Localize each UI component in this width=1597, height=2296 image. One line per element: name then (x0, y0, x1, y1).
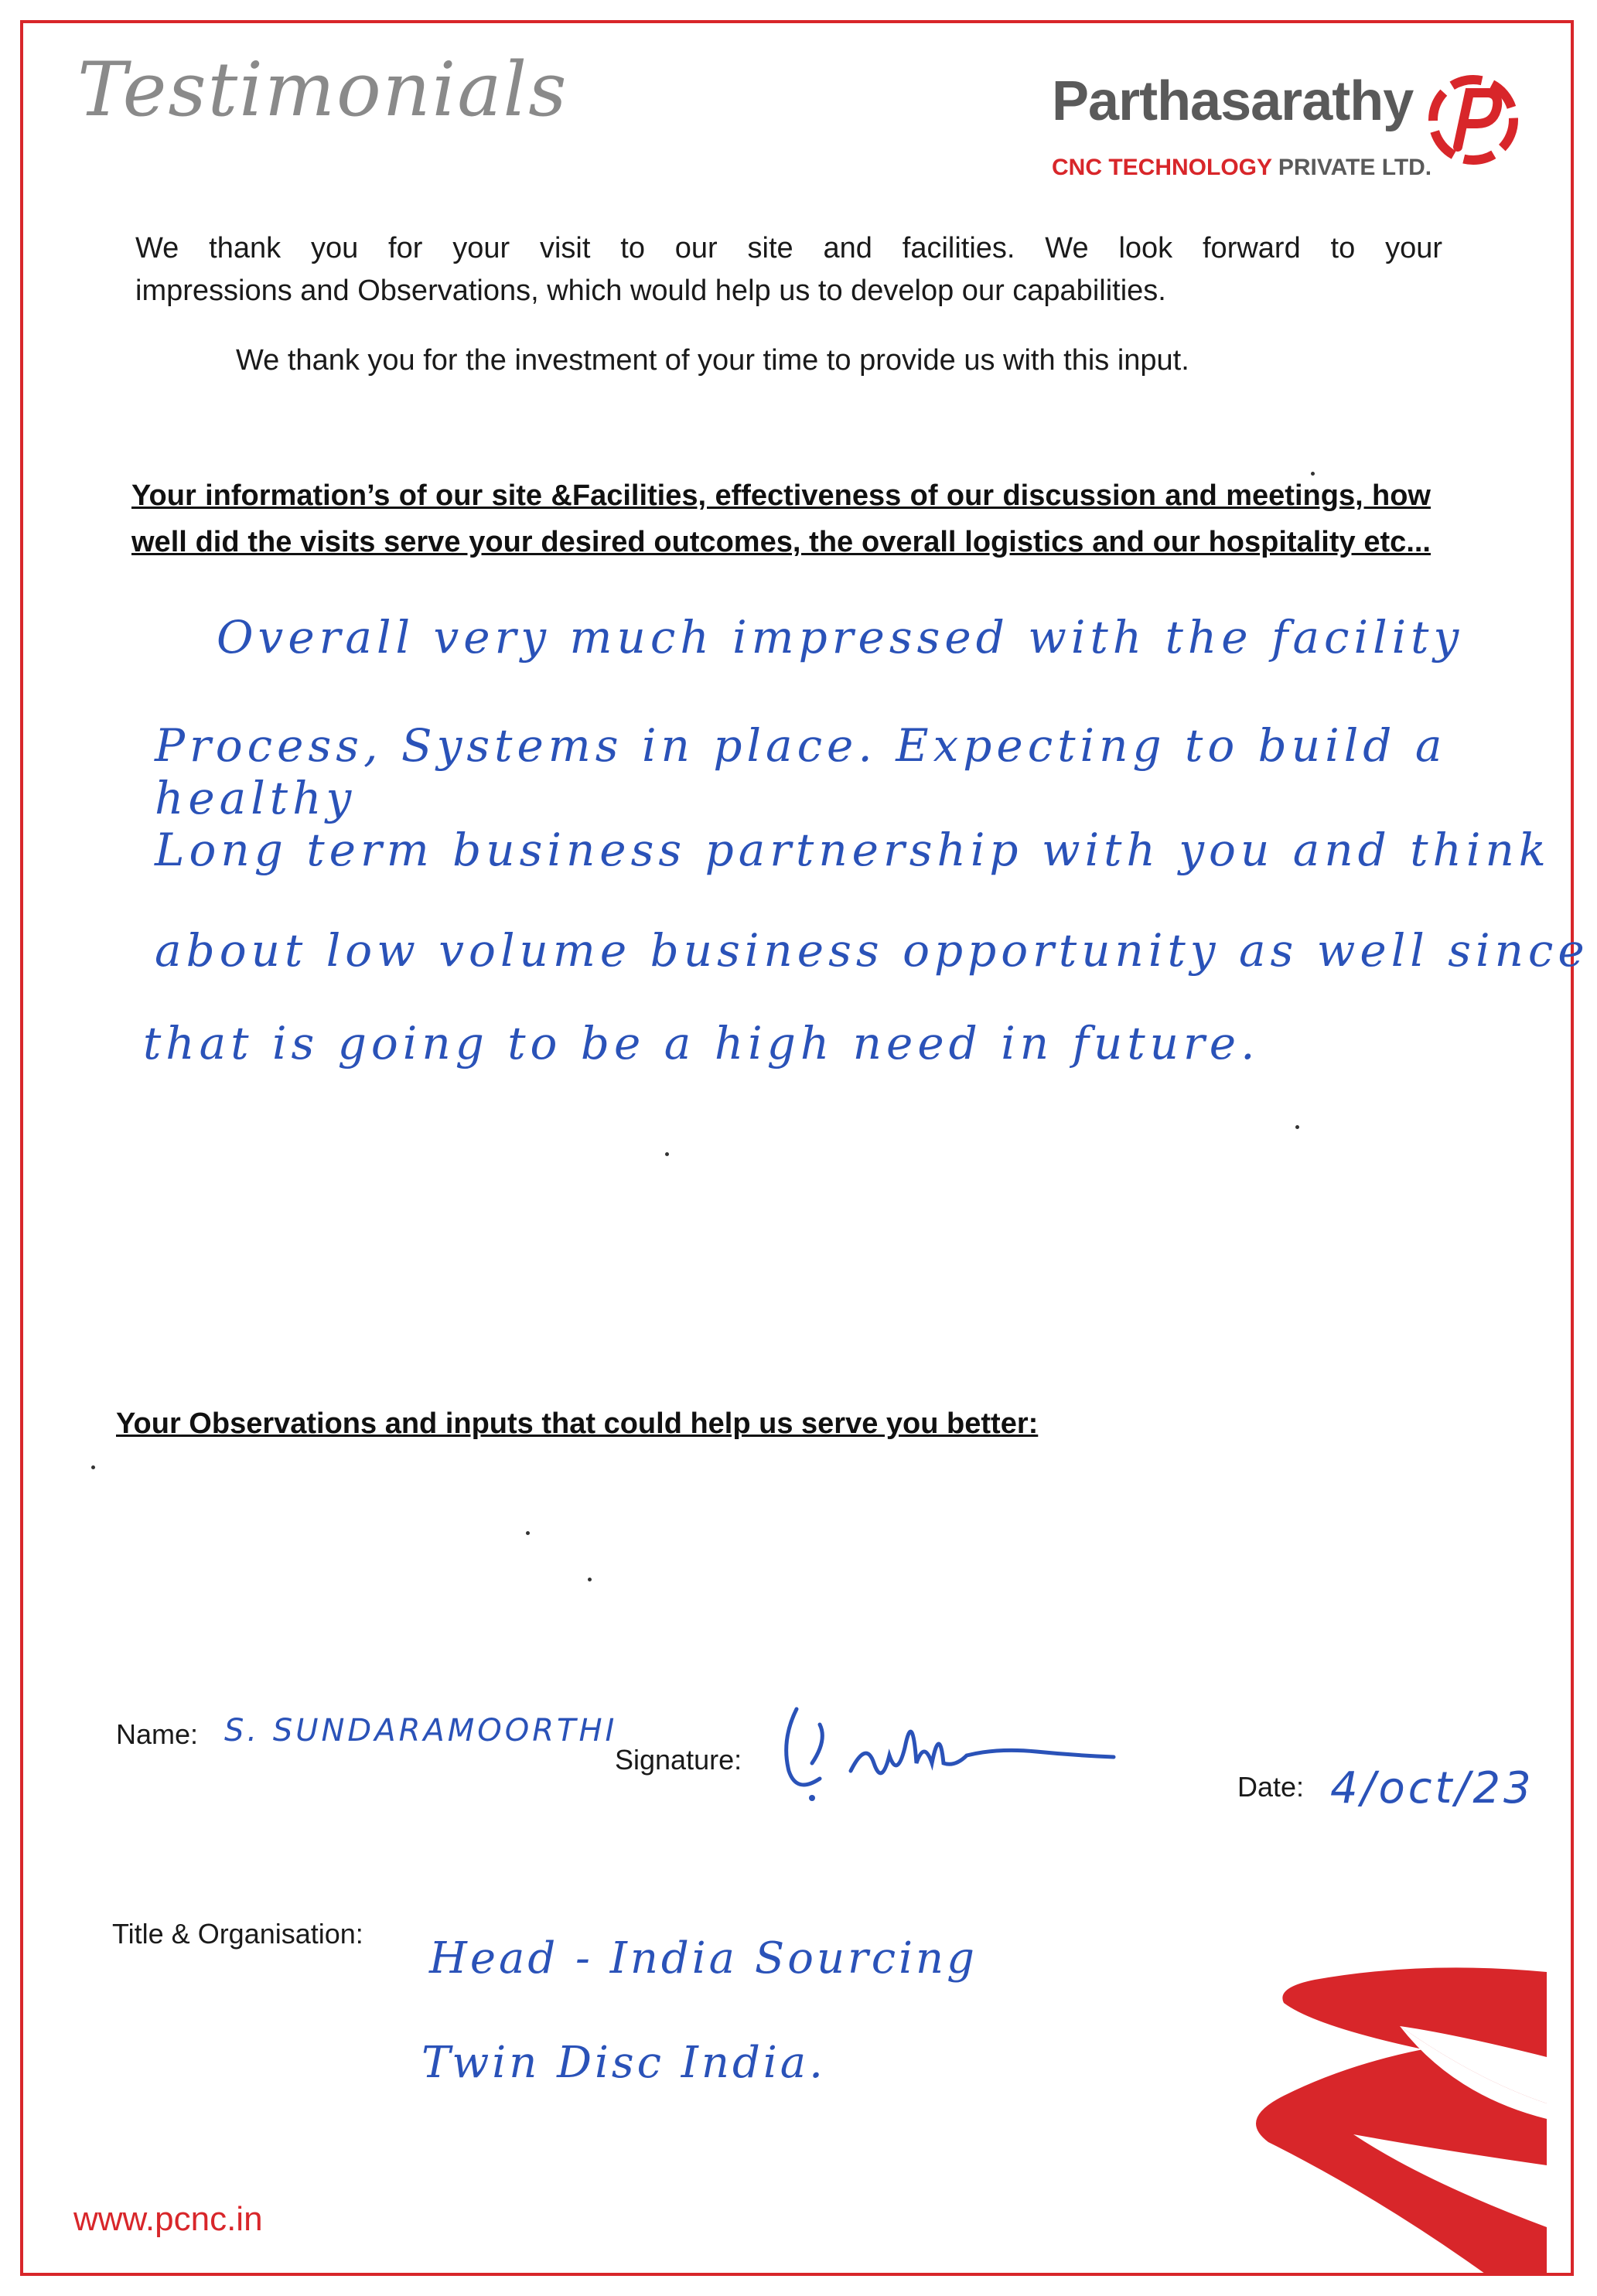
title-value: Head - India Sourcing (429, 1933, 978, 1984)
signature-image (766, 1694, 1129, 1817)
signature-label: Signature: (615, 1744, 742, 1776)
scan-speck (91, 1465, 95, 1469)
decorative-swoosh (1222, 1964, 1562, 2274)
section2-heading: Your Observations and inputs that could help us serve you better: (116, 1407, 1039, 1440)
website-link[interactable]: www.pcnc.in (73, 2200, 263, 2238)
page-title: Testimonials (77, 46, 568, 133)
section1-heading-line-1: Your information’s of our site &Facilities, effectiveness of our discussion and meetings, how (131, 479, 1431, 512)
scan-speck (526, 1531, 530, 1535)
logo-emblem-icon (1423, 62, 1524, 178)
scan-speck (1295, 1125, 1299, 1129)
date-value: 4/oct/23 (1330, 1763, 1534, 1813)
logo-subtitle-grey: PRIVATE LTD. (1278, 155, 1432, 180)
handwritten-response-line: Process, Systems in place. Expecting to build a healthy (155, 719, 1447, 824)
company-logo (1044, 70, 1524, 186)
logo-subtitle-red: CNC TECHNOLOGY (1052, 155, 1272, 180)
organisation-value: Twin Disc India. (421, 2038, 826, 2088)
name-value: S. SUNDARAMOORTHI (224, 1713, 618, 1748)
logo-brand-name: Parthasarathy (1052, 70, 1414, 132)
handwritten-response-line: Long term business partnership with you and think (155, 824, 1551, 876)
handwritten-response-line: Overall very much impressed with the facility (217, 611, 1464, 664)
name-label: Name: (116, 1718, 199, 1750)
date-label: Date: (1237, 1771, 1305, 1803)
handwritten-response-line: about low volume business opportunity as well since (155, 924, 1589, 977)
intro-line-2: impressions and Observations, which would help us to develop our capabilities. (135, 275, 1166, 307)
handwritten-response-line: that is going to be a high need in future. (143, 1017, 1260, 1070)
scan-speck (588, 1578, 592, 1581)
logo-subtitle (1052, 155, 1431, 181)
scan-speck (665, 1152, 669, 1156)
intro-line-3: We thank you for the investment of your time to provide us with this input. (236, 344, 1189, 377)
scan-speck (1311, 472, 1315, 476)
section1-heading-line-2: well did the visits serve your desired outcomes, the overall logistics and our hospitality etc... (131, 526, 1431, 558)
intro-line-1: We thank you for your visit to our site and facilities. We look forward to your (135, 232, 1442, 264)
title-organisation-label: Title & Organisation: (112, 1918, 363, 1950)
